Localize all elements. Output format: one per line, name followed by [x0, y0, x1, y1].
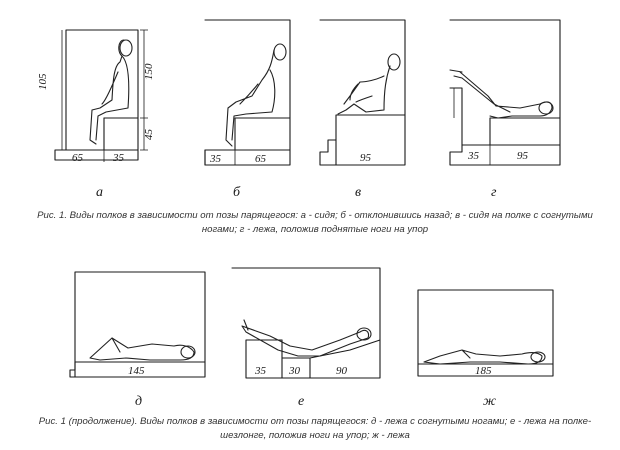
figure-zh-person [424, 350, 542, 364]
figure-a-letter: а [96, 185, 103, 200]
figure-b-person [226, 50, 275, 146]
figure-b-letter: б [233, 185, 241, 200]
figure-a-dim-150: 150 [143, 63, 155, 80]
figure-a-dim-105: 105 [37, 73, 49, 90]
figure-d-person [90, 338, 194, 360]
figure-e-room-outline [232, 268, 380, 378]
figure-a-person [90, 40, 129, 144]
figure-e-letter: е [298, 394, 305, 409]
figure-a-dim-65: 65 [72, 152, 83, 164]
figure-e-dim-90: 90 [336, 365, 347, 377]
figure-v-head [388, 54, 400, 70]
figure-v-letter: в [355, 185, 362, 200]
figure-d-dim-145: 145 [128, 365, 145, 377]
figure-v [320, 20, 405, 200]
figure-d-room-outline [70, 272, 205, 377]
figure-g-head [539, 102, 553, 114]
figure-g-dim-35: 35 [468, 150, 479, 162]
figure-b-dim-65: 65 [255, 153, 266, 165]
figure-g-leg-rest [450, 88, 462, 145]
figure-d-letter: д [135, 394, 143, 409]
figure-zh [418, 290, 553, 409]
figure-e-dim-30: 30 [289, 365, 300, 377]
figure-d-head [181, 346, 195, 358]
figure-zh-letter: ж [483, 394, 497, 409]
caption-figure-1-continued: Рис. 1 (продолжение). Виды полков в зависимости от позы парящегося: д - лежа с согнутыми ногами; е - лежа на полке-шезлонге, положив ноги на упор; ж - лежа [38, 416, 592, 441]
figure-zh-room-outline [418, 290, 553, 376]
figure-e [232, 268, 380, 409]
figure-zh-dim-185: 185 [475, 365, 492, 377]
figure-a [37, 30, 155, 200]
figure-g-person [450, 70, 552, 118]
caption-figure-1: Рис. 1. Виды полков в зависимости от позы парящегося: а - сидя; б - отклонившись назад; в - сидя на полке с согнутыми ногами; г - лежа, положив поднятые ноги на упор [37, 210, 593, 235]
figure-g [450, 20, 560, 200]
figure-a-dim-35: 35 [113, 152, 124, 164]
figure-d [70, 272, 205, 409]
figure-a-room-outline [55, 30, 138, 160]
figure-v-dim-95: 95 [360, 152, 371, 164]
figure-a-dim-45: 45 [143, 129, 155, 140]
figure-b-dim-35: 35 [210, 153, 221, 165]
figure-a-head [120, 40, 132, 56]
figure-b-head [274, 44, 286, 60]
figure-g-room-outline [450, 20, 560, 165]
figure-e-dim-35: 35 [255, 365, 266, 377]
figure-b [205, 20, 290, 200]
figure-b-room-outline [205, 20, 290, 165]
figure-v-person [338, 66, 390, 114]
figure-g-dim-95: 95 [517, 150, 528, 162]
figure-v-room-outline [320, 20, 405, 165]
figure-g-letter: г [491, 185, 497, 200]
